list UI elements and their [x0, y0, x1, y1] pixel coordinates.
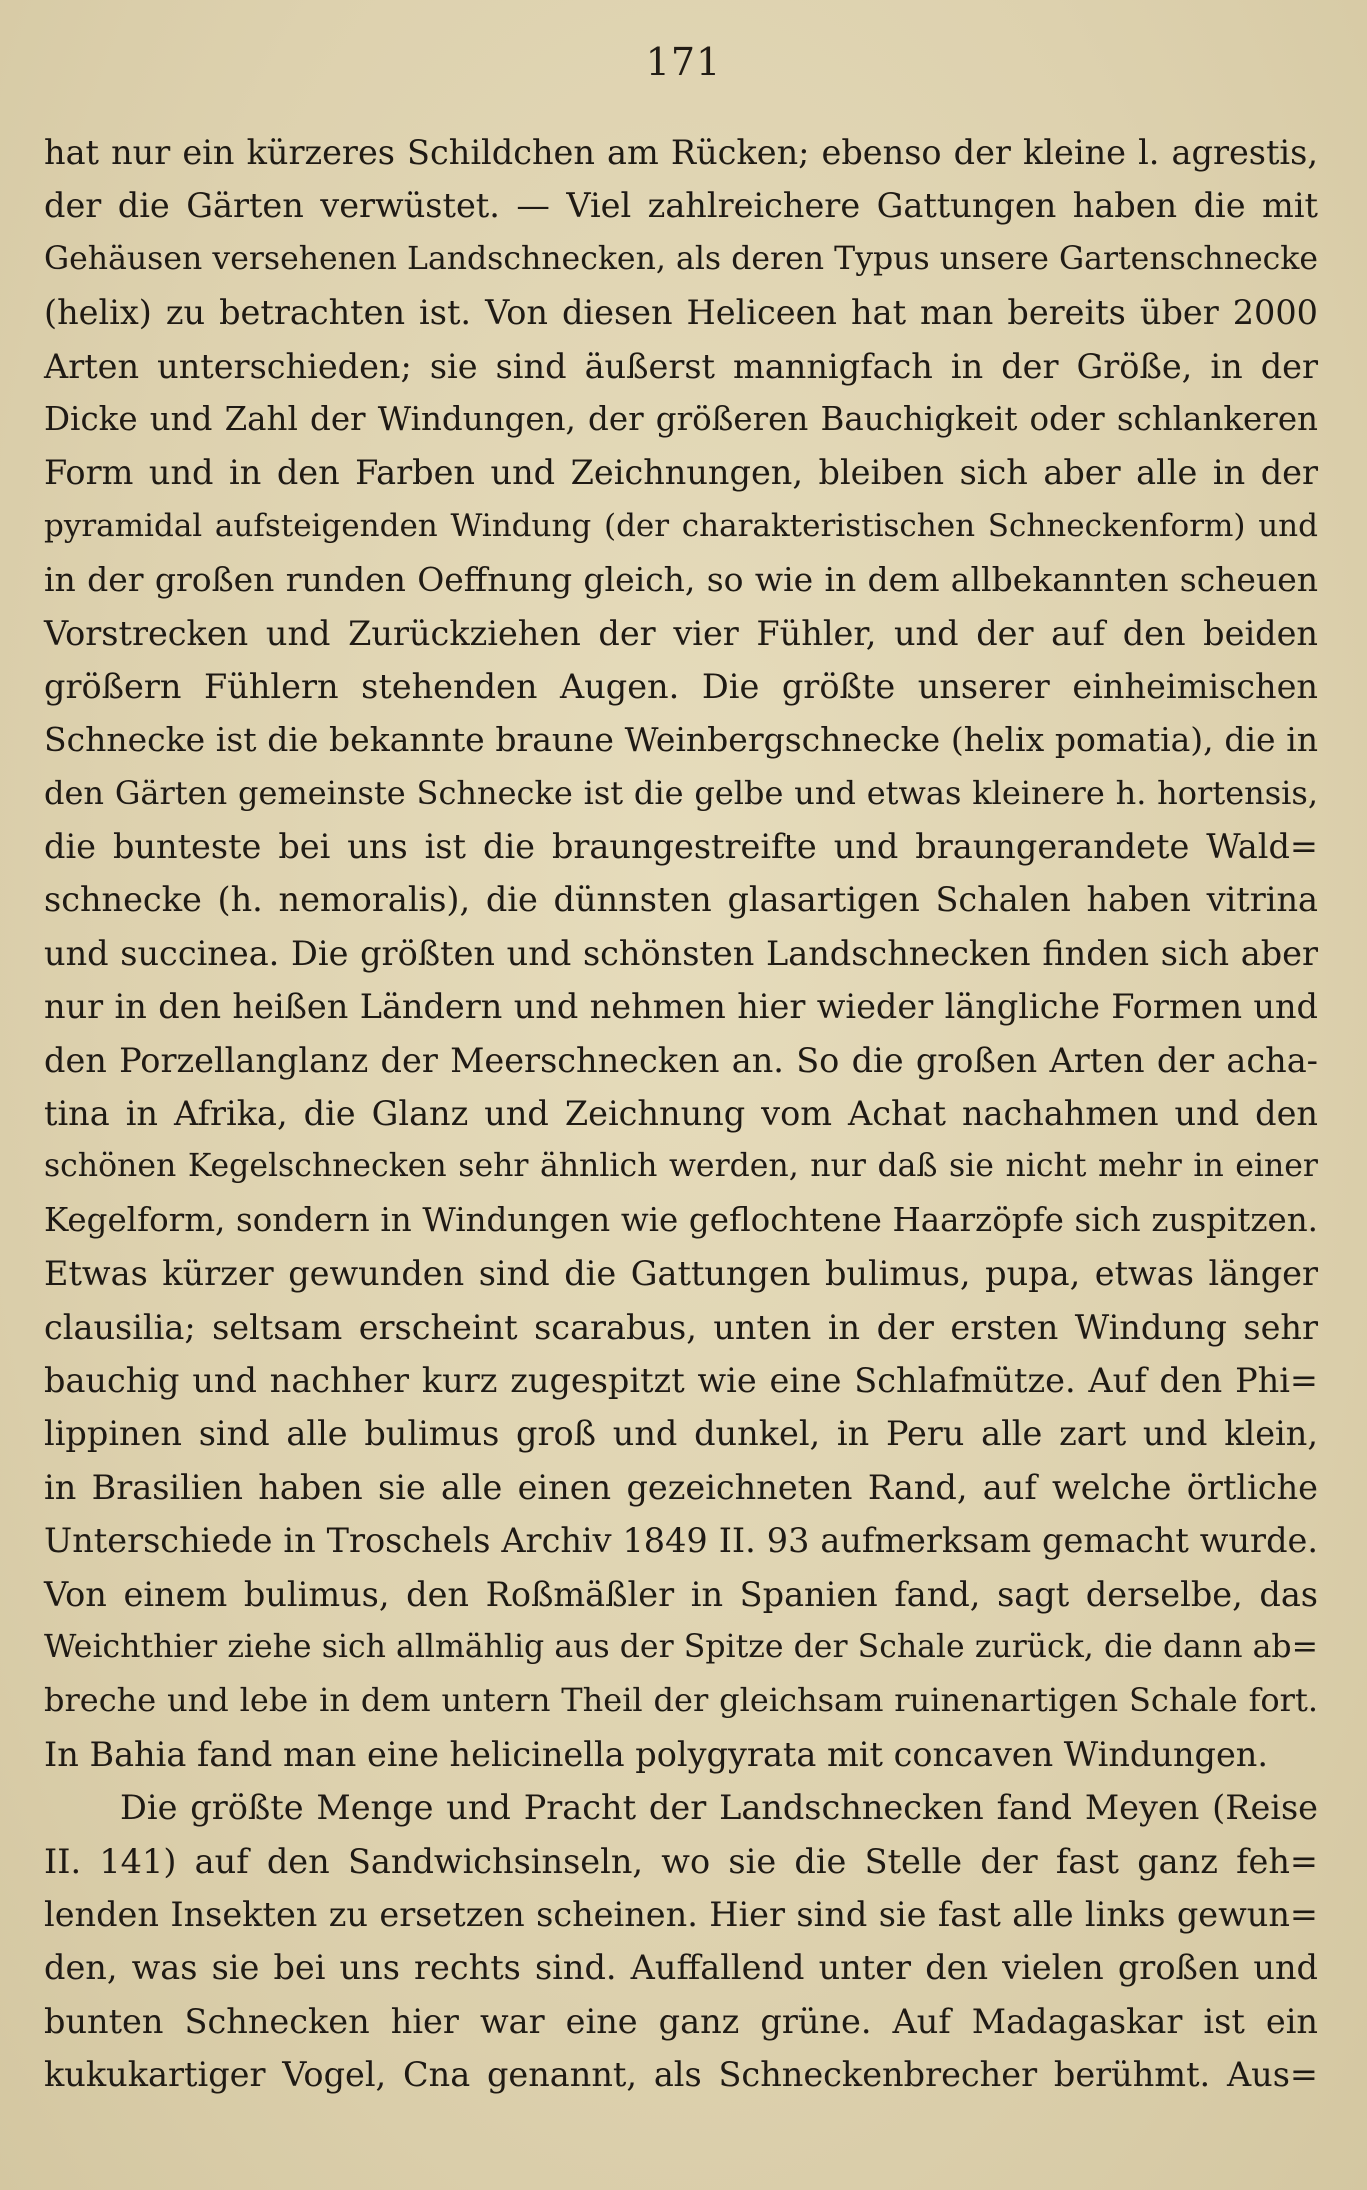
text-line: kukukartiger Vogel, Cna genannt, als Schneckenbrecher berühmt. Aus= [44, 2055, 1318, 2095]
text-line: in der großen runden Oeffnung gleich, so wie in dem allbekannten scheuen [44, 560, 1318, 600]
text-line: schönen Kegelschnecken sehr ähnlich werden, nur daß sie nicht mehr in einer [44, 1148, 1318, 1185]
text-line: II. 141) auf den Sandwichsinseln, wo sie die Stelle der fast ganz feh= [44, 1841, 1318, 1881]
text-line: Etwas kürzer gewunden sind die Gattungen bulimus, pupa, etwas länger [44, 1254, 1318, 1294]
text-line: in Brasilien haben sie alle einen gezeichneten Rand, auf welche örtliche [44, 1467, 1318, 1507]
text-line: Form und in den Farben und Zeichnungen, bleiben sich aber alle in der [44, 453, 1318, 493]
text-line: bunten Schnecken hier war eine ganz grüne. Auf Madagaskar ist ein [44, 2001, 1318, 2041]
text-line: Arten unterschieden; sie sind äußerst mannigfach in der Größe, in der [44, 346, 1318, 386]
text-line: Schnecke ist die bekannte braune Weinbergschnecke (helix pomatia), die in [44, 720, 1318, 760]
text-line: lippinen sind alle bulimus groß und dunkel, in Peru alle zart und klein, [44, 1414, 1318, 1454]
page-number: 171 [645, 40, 722, 84]
text-line-paragraph-end: In Bahia fand man eine helicinella polygyrata mit concaven Windungen. [44, 1734, 1269, 1774]
text-line: Gehäusen versehenen Landschnecken, als deren Typus unsere Gartenschnecke [44, 240, 1318, 277]
text-line: (helix) zu betrachten ist. Von diesen Heliceen hat man bereits über 2000 [44, 293, 1318, 333]
text-line: bauchig und nachher kurz zugespitzt wie eine Schlafmütze. Auf den Phi= [44, 1360, 1318, 1400]
text-line: pyramidal aufsteigenden Windung (der charakteristischen Schneckenform) und [44, 507, 1318, 544]
text-line: Weichthier ziehe sich allmählig aus der Spitze der Schale zurück, die dann ab= [44, 1628, 1318, 1665]
text-line-paragraph-start: Die größte Menge und Pracht der Landschnecken fand Meyen (Reise [120, 1788, 1318, 1828]
text-line: den Gärten gemeinste Schnecke ist die gelbe und etwas kleinere h. hortensis, [44, 773, 1318, 812]
text-line: und succinea. Die größten und schönsten Landschnecken finden sich aber [44, 933, 1318, 973]
text-line: breche und lebe in dem untern Theil der gleichsam ruinenartigen Schale fort. [44, 1681, 1318, 1720]
body-text [44, 126, 1318, 2101]
text-line: den Porzellanglanz der Meerschnecken an. So die großen Arten der acha- [44, 1040, 1318, 1080]
text-line: hat nur ein kürzeres Schildchen am Rücken; ebenso der kleine l. agrestis, [44, 133, 1318, 172]
text-line: Kegelform, sondern in Windungen wie geflochtene Haarzöpfe sich zuspitzen. [44, 1200, 1318, 1239]
text-line: der die Gärten verwüstet. — Viel zahlreichere Gattungen haben die mit [44, 186, 1318, 226]
text-line: Vorstrecken und Zurückziehen der vier Fühler, und der auf den beiden [44, 613, 1318, 653]
text-line: den, was sie bei uns rechts sind. Auffallend unter den vielen großen und [44, 1948, 1318, 1988]
text-line: Dicke und Zahl der Windungen, der größeren Bauchigkeit oder schlankeren [44, 399, 1318, 438]
text-line: clausilia; seltsam erscheint scarabus, unten in der ersten Windung sehr [44, 1307, 1318, 1347]
text-line: nur in den heißen Ländern und nehmen hier wieder längliche Formen und [44, 987, 1318, 1027]
text-line: schnecke (h. nemoralis), die dünnsten glasartigen Schalen haben vitrina [44, 880, 1318, 920]
text-line: lenden Insekten zu ersetzen scheinen. Hier sind sie fast alle links gewun= [44, 1894, 1318, 1934]
text-line: tina in Afrika, die Glanz und Zeichnung vom Achat nachahmen und den [44, 1094, 1318, 1134]
text-line: Von einem bulimus, den Roßmäßler in Spanien fand, sagt derselbe, das [44, 1574, 1318, 1614]
text-line: die bunteste bei uns ist die braungestreifte und braungerandete Wald= [44, 827, 1318, 867]
text-line: Unterschiede in Troschels Archiv 1849 II. 93 aufmerksam gemacht wurde. [44, 1521, 1318, 1561]
text-line: größern Fühlern stehenden Augen. Die größte unserer einheimischen [44, 666, 1318, 706]
